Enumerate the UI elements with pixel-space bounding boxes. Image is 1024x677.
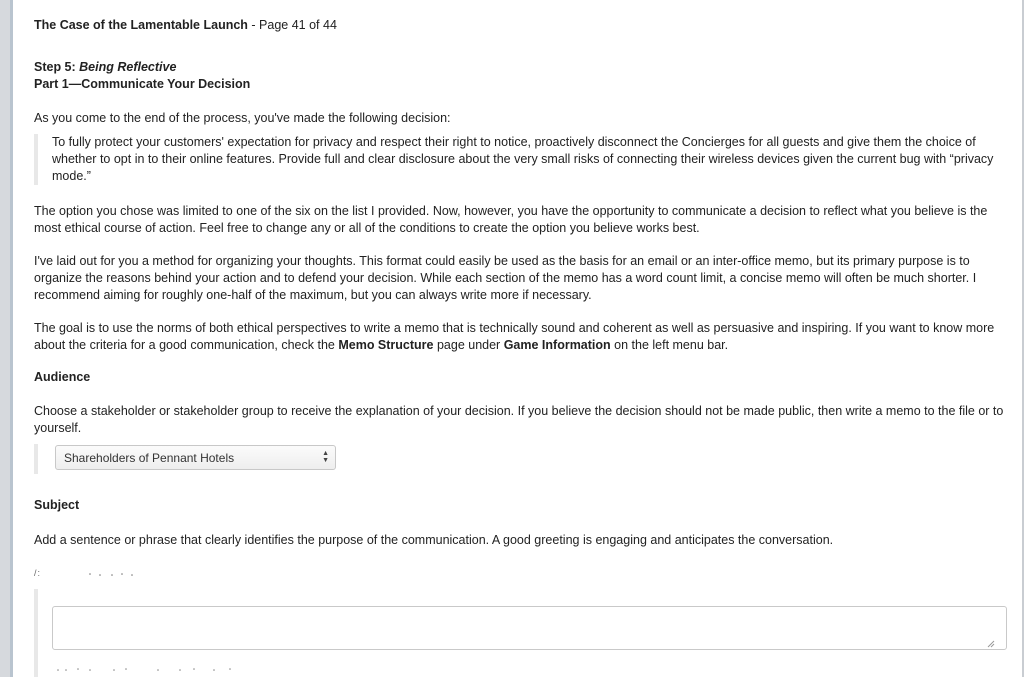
- game-information-link[interactable]: Game Information: [503, 338, 611, 352]
- audience-select[interactable]: [55, 445, 336, 470]
- goal-text-3: on the left menu bar.: [610, 338, 729, 352]
- option-paragraph: The option you chose was limited to one of the six on the list I provided. Now, however, you have the opportunity to communicate a decision to reflect what you believe is the most ethical course of action. Feel free to change any or all of the conditions to create the option you believe works best.: [34, 204, 988, 235]
- audience-instructions: Choose a stakeholder or stakeholder group to receive the explanation of your decision. If you believe the decision should not be made public, then write a memo to the file or to yourself.: [34, 404, 1004, 435]
- resize-handle-icon[interactable]: [987, 640, 995, 648]
- goal-text-2: page under: [433, 338, 504, 352]
- page-indicator: - Page 41 of 44: [247, 18, 337, 32]
- subject-heading: Subject: [34, 498, 80, 512]
- decision-quote: To fully protect your customers' expectation for privacy and respect their right to notice, proactively disconnect the Concierges for all guests and give them the choice of whether to opt in to their online features. Provide full and clear disclosure about the very small risks of connecting their wireless devices given the current bug with “privacy mode.”: [34, 134, 1012, 185]
- audience-heading: Audience: [34, 370, 91, 384]
- case-title: The Case of the Lamentable Launch: [34, 18, 248, 32]
- page-header: [34, 18, 337, 32]
- method-paragraph: I've laid out for you a method for organizing your thoughts. This format could easily be used as the basis for an email or an inter-office memo, but its primary purpose is to organize the reasons behind your action and to defend your decision. While each section of the memo has a word count limit, a concise memo will often be much shorter. I recommend aiming for roughly one-half of the maximum, but you can always write more if necessary.: [34, 254, 977, 302]
- part-title: Part 1—Communicate Your Decision: [34, 77, 251, 91]
- faint-glyphs-icon: [34, 569, 144, 576]
- svg-text:/:: /:: [34, 569, 42, 576]
- goal-paragraph: [34, 320, 1016, 354]
- left-sidebar-accent: [10, 0, 13, 677]
- subject-field-container: [34, 589, 1012, 677]
- subject-textarea[interactable]: [52, 606, 1007, 650]
- step-name: Being Reflective: [79, 60, 177, 74]
- subject-instructions: Add a sentence or phrase that clearly identifies the purpose of the communication. A good greeting is engaging and anticipates the conversation.: [34, 533, 834, 547]
- faint-glyphs-bottom-icon: [54, 666, 254, 672]
- audience-selected-value: Shareholders of Pennant Hotels: [64, 451, 235, 465]
- memo-structure-link[interactable]: Memo Structure: [338, 338, 434, 352]
- select-arrows-icon: ▲ ▼: [322, 450, 329, 464]
- faint-artifact-top: [34, 568, 144, 576]
- audience-select-container: [34, 444, 998, 474]
- goal-text-1: The goal is to use the norms of both ethical perspectives to write a memo that is technically sound and coherent as well as persuasive and inspiring. If you want to know more about the criteria for a good communication, check the: [34, 321, 995, 352]
- left-sidebar-edge: [0, 0, 10, 677]
- step-label: Step 5:: [34, 60, 80, 74]
- intro-text: As you come to the end of the process, you've made the following decision:: [34, 111, 451, 125]
- step-title: [34, 60, 176, 74]
